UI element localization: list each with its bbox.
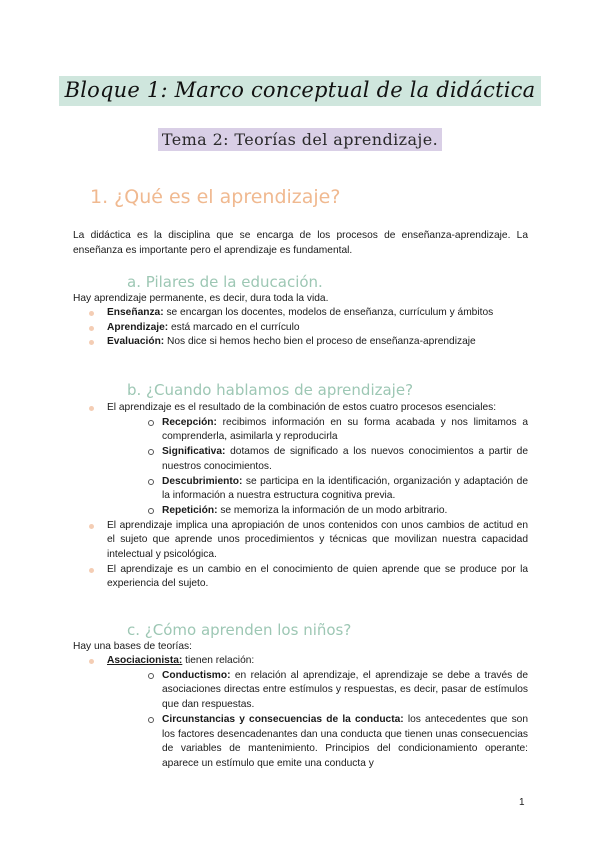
item-text: El aprendizaje es el resultado de la combinación de estos cuatro procesos esenciales: <box>107 402 497 413</box>
block-title: Bloque 1: Marco conceptual de la didáctica <box>59 76 542 106</box>
teorias-list <box>73 654 528 772</box>
item-term: Enseñanza: <box>107 307 164 318</box>
pilares-lead: Hay aprendizaje permanente, es decir, dura toda la vida. <box>73 293 329 304</box>
nested-item <box>145 445 528 474</box>
item-term: Circunstancias y consecuencias de la conducta: <box>162 713 404 725</box>
list-item <box>73 401 528 519</box>
page-number: 1 <box>519 797 525 808</box>
block-title-container <box>0 76 600 106</box>
item-text: se memoriza la información de un modo arbitrario. <box>217 504 448 516</box>
tema-title-container <box>0 128 600 151</box>
item-term: Aprendizaje: <box>107 321 169 333</box>
item-text: en relación al aprendizaje, el aprendizaje se debe a través de asociaciones directas entre estímulos y respuestas, es decir, pasar de estímulos que dan respuestas. <box>162 669 528 711</box>
nested-item <box>145 416 528 445</box>
nested-item <box>145 475 528 504</box>
list-item <box>73 654 528 772</box>
subheading-a: a. Pilares de la educación. <box>127 273 323 291</box>
pilares-list <box>73 306 528 350</box>
item-text: recibimos información en su forma acabada y nos limitamos a comprenderla, asimilarla y reproducirla <box>162 416 528 443</box>
list-item <box>73 335 528 350</box>
item-text: los antecedentes que son los factores desencadenantes dan una conducta que tienen unas consecuencias de variables de mantenimiento. Principios del condicionamiento operante: aparece un estímulo que emite una conducta y <box>162 713 528 769</box>
item-term: Significativa: <box>162 446 226 458</box>
item-text: El aprendizaje es un cambio en el conocimiento de quien aprende que se produce por la experiencia del sujeto. <box>107 563 528 590</box>
nested-item <box>145 669 528 713</box>
aprendizaje-list <box>73 401 528 592</box>
item-term: Asociacionista: <box>107 655 183 666</box>
item-text: se encargan los docentes, modelos de enseñanza, currículum y ámbitos <box>163 307 494 318</box>
list-item <box>73 306 528 321</box>
subheading-b: b. ¿Cuando hablamos de aprendizaje? <box>127 381 414 399</box>
tema-title: Tema 2: Teorías del aprendizaje. <box>158 128 442 151</box>
subheading-c: c. ¿Cómo aprenden los niños? <box>127 621 352 639</box>
section-heading: 1. ¿Qué es el aprendizaje? <box>90 186 341 208</box>
item-text: está marcado en el currículo <box>168 321 300 333</box>
item-term: Conductismo: <box>162 669 231 681</box>
teorias-lead: Hay una bases de teorías: <box>73 641 192 652</box>
item-text: El aprendizaje implica una apropiación de unos contenidos con unos cambios de actitud en el sujeto que aprende unos procedimientos y técnicas que movilizan nuestra capacidad intelectual y psicológica. <box>107 519 528 561</box>
intro-paragraph: La didáctica es la disciplina que se encarga de los procesos de enseñanza-aprendizaje. La enseñanza es importante pero el aprendizaje es fundamental. <box>73 230 528 256</box>
nested-item <box>145 504 528 519</box>
item-term: Recepción: <box>162 416 217 428</box>
list-item <box>73 321 528 336</box>
list-item <box>73 519 528 563</box>
nested-item <box>145 713 528 772</box>
item-term: Descubrimiento: <box>162 475 243 487</box>
item-term: Repetición: <box>162 504 218 516</box>
item-text: dotamos de significado a los nuevos conocimientos a partir de nuestros conocimientos. <box>162 446 528 472</box>
item-text: Nos dice si hemos hecho bien el proceso de enseñanza-aprendizaje <box>164 336 476 348</box>
item-text: se participa en la identificación, organización y adaptación de la información a nuestra estructura cognitiva previa. <box>162 475 528 502</box>
list-item <box>73 563 528 592</box>
item-term: Evaluación: <box>107 336 165 348</box>
item-text: tienen relación: <box>182 655 255 666</box>
